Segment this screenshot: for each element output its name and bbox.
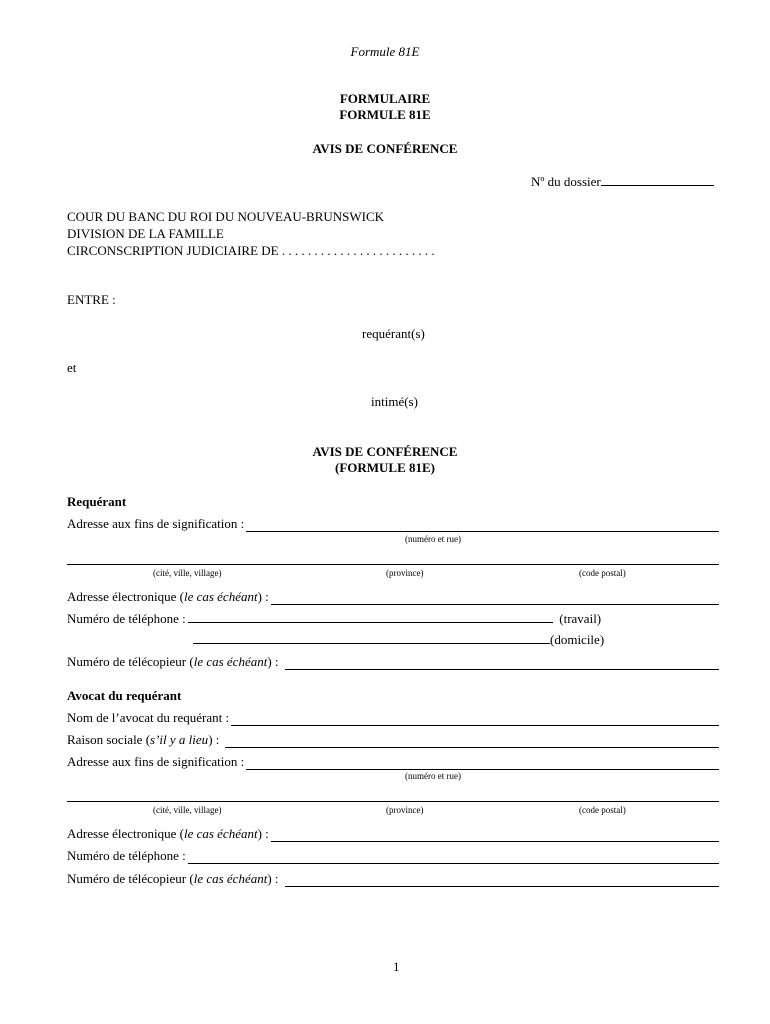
and-label: et (67, 360, 77, 375)
lawyer-service-address-label: Adresse aux fins de signification : (67, 754, 245, 769)
lawyer-name-label: Nom de l’avocat du requérant : (67, 710, 230, 725)
file-number (531, 174, 724, 190)
city-hint: (cité, ville, village) (153, 568, 222, 578)
form-title-line2: FORMULE 81E (339, 107, 431, 122)
lawyer-street-field[interactable] (246, 758, 719, 770)
applicant-work-phone-field[interactable] (188, 611, 553, 623)
court-name: COUR DU BANC DU ROI DU NOUVEAU-BRUNSWICK (67, 209, 385, 224)
court-block (67, 208, 435, 259)
lawyer-city-field[interactable] (67, 789, 719, 802)
applicant-fax (67, 654, 719, 670)
service-address-label: Adresse aux fins de signification : (67, 516, 245, 531)
lawyer-phone-field[interactable] (188, 852, 719, 864)
lawyer-firm-field[interactable] (225, 736, 719, 748)
applicant-email (67, 589, 719, 605)
work-label: (travail) (559, 611, 602, 626)
court-division: DIVISION DE LA FAMILLE (67, 226, 224, 241)
lawyer-fax-label: Numéro de télécopieur (le cas échéant) : (67, 871, 279, 886)
lawyer-fax-field[interactable] (285, 875, 719, 887)
form-title-line1: FORMULAIRE (339, 91, 431, 106)
applicant-phone (67, 611, 719, 627)
lawyer-locality-hints (67, 805, 719, 817)
applicant-city-field[interactable] (67, 552, 719, 565)
applicant-home-phone (193, 632, 604, 648)
applicant-street-field[interactable] (246, 520, 719, 532)
lawyer-firm (67, 732, 719, 748)
lawyer-email-field[interactable] (271, 830, 719, 842)
lawyer-street-hint: (numéro et rue) (405, 771, 461, 781)
street-hint: (numéro et rue) (405, 534, 461, 544)
judicial-district: CIRCONSCRIPTION JUDICIAIRE DE . . . . . . . . . . . . . . . . . . . . . . . . (67, 243, 435, 258)
applicant-label: requérant(s) (362, 326, 425, 341)
file-number-label: Nº du dossier (531, 174, 601, 189)
between-label: ENTRE : (67, 292, 116, 307)
fax-label: Numéro de télécopieur (le cas échéant) : (67, 654, 279, 669)
lawyer-email-label: Adresse électronique (le cas échéant) : (67, 826, 269, 841)
applicant-home-phone-field[interactable] (193, 632, 550, 644)
file-number-field[interactable] (601, 174, 714, 186)
lawyer-email (67, 826, 719, 842)
applicant-fax-field[interactable] (285, 658, 719, 670)
lawyer-phone (67, 848, 719, 864)
lawyer-name-field[interactable] (231, 714, 719, 726)
lawyer-phone-label: Numéro de téléphone : (67, 848, 186, 863)
phone-label: Numéro de téléphone : (67, 611, 186, 626)
firm-label: Raison sociale (s’il y a lieu) : (67, 732, 220, 747)
section-title-line1: AVIS DE CONFÉRENCE (312, 444, 458, 459)
applicant-service-address (67, 516, 719, 532)
lawyer-city-hint: (cité, ville, village) (153, 805, 222, 815)
postal-hint: (code postal) (579, 568, 626, 578)
applicant-locality-hints (67, 568, 719, 580)
form-title-line3: AVIS DE CONFÉRENCE (312, 141, 458, 156)
respondent-label: intimé(s) (371, 394, 418, 409)
lawyer-heading: Avocat du requérant (67, 688, 182, 703)
lawyer-postal-hint: (code postal) (579, 805, 626, 815)
home-label: (domicile) (550, 632, 605, 647)
section-title-line2: (FORMULE 81E) (334, 460, 436, 475)
lawyer-province-hint: (province) (386, 805, 424, 815)
lawyer-service-address (67, 754, 719, 770)
applicant-email-field[interactable] (271, 593, 719, 605)
page-number: 1 (393, 959, 400, 974)
lawyer-fax (67, 871, 719, 887)
province-hint: (province) (386, 568, 424, 578)
applicant-heading: Requérant (67, 494, 127, 509)
lawyer-name (67, 710, 719, 726)
email-label: Adresse électronique (le cas échéant) : (67, 589, 269, 604)
running-title: Formule 81E (350, 44, 420, 59)
